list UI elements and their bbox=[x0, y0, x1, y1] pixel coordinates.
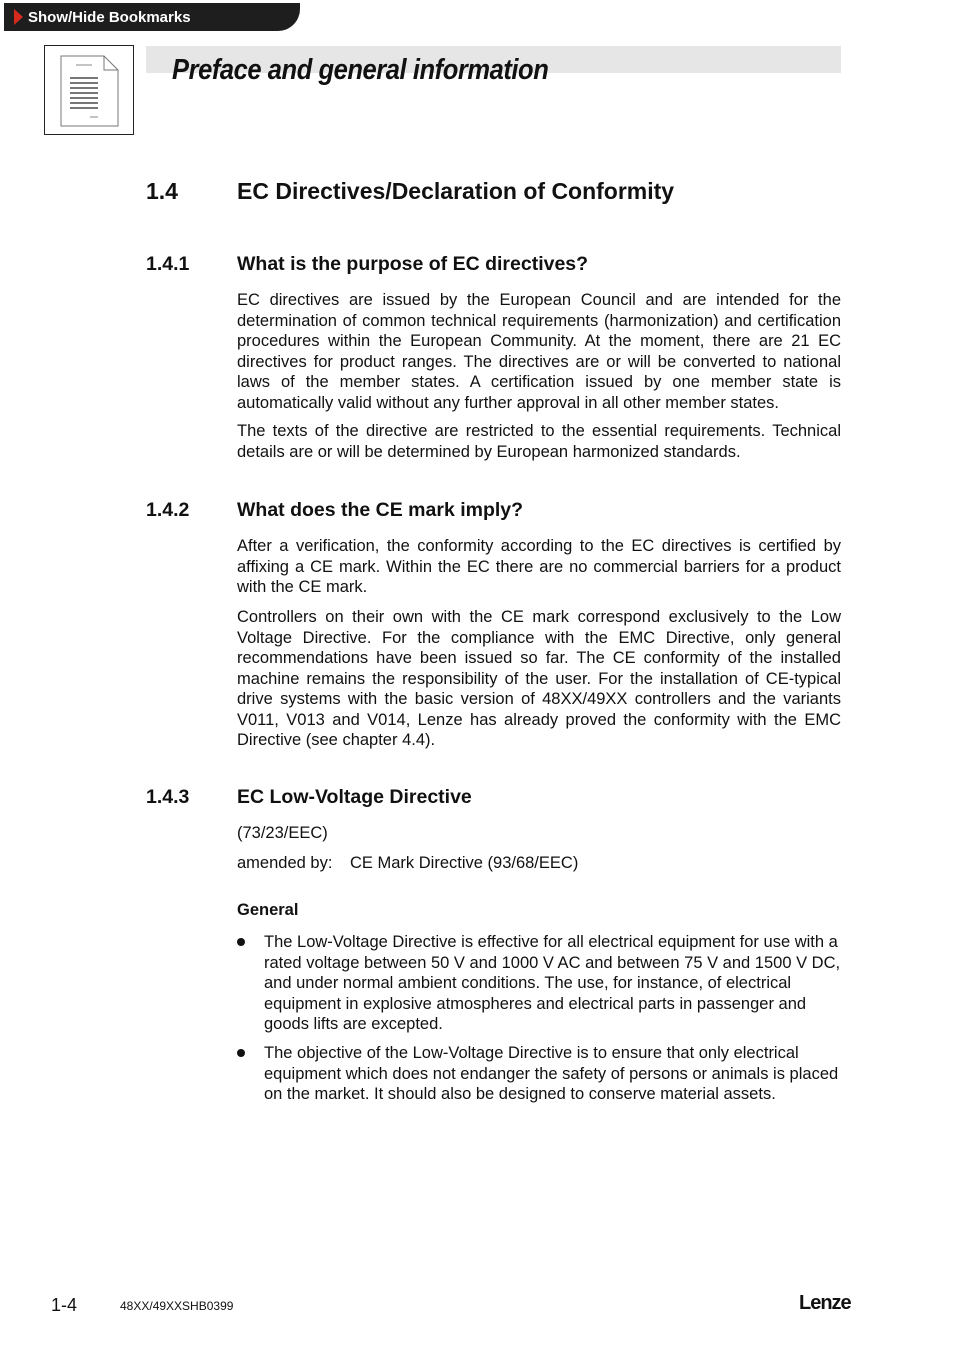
subsection-number: 1.4.2 bbox=[146, 499, 190, 521]
bookmark-toggle-label: Show/Hide Bookmarks bbox=[28, 8, 191, 26]
show-hide-bookmarks-button[interactable] bbox=[4, 3, 300, 31]
body-paragraph: After a verification, the conformity according to the EC directives is certified by affixing a CE mark. Within the EC there are no commercial barriers for a product with the CE mark. bbox=[237, 537, 841, 596]
body-paragraph: EC directives are issued by the European Council and are intended for the determination of common technical requirements (harmonization) and certification procedures within the European Community. At the moment, there are 21 EC directives for product ranges. The directives are or will be converted to national laws of the member states. A certification issued by one member state is automatically valid without any further approval in all other member states. bbox=[237, 291, 841, 412]
subsection-title: EC Low-Voltage Directive bbox=[237, 786, 472, 808]
directive-code: (73/23/EEC) bbox=[237, 824, 328, 842]
general-heading: General bbox=[237, 901, 299, 919]
bullet-icon bbox=[237, 938, 245, 946]
section-number: 1.4 bbox=[146, 178, 178, 204]
document-page-icon bbox=[44, 45, 134, 135]
list-item: The Low-Voltage Directive is effective for all electrical equipment for use with a rated voltage between 50 V and 1000 V AC and between 75 V and 1500 V DC, and under normal ambient conditions. The use, for instance, of electrical equipment in explosive atmospheres and electrical parts in passenger and goods lifts are excepted. bbox=[264, 933, 841, 1033]
subsection-title: What does the CE mark imply? bbox=[237, 499, 524, 521]
amended-value: CE Mark Directive (93/68/EEC) bbox=[350, 854, 579, 872]
amended-label: amended by: bbox=[237, 854, 333, 872]
lenze-logo: Lenze bbox=[799, 1292, 851, 1314]
page-number: 1-4 bbox=[51, 1295, 78, 1315]
subsection-number: 1.4.3 bbox=[146, 786, 190, 808]
subsection-title: What is the purpose of EC directives? bbox=[237, 253, 589, 275]
section-title: EC Directives/Declaration of Conformity bbox=[237, 178, 675, 204]
body-paragraph: The texts of the directive are restricted to the essential requirements. Technical details are or will be determined by European harmonized standards. bbox=[237, 422, 841, 461]
page-title: Preface and general information bbox=[172, 54, 549, 86]
body-paragraph: Controllers on their own with the CE mark correspond exclusively to the Low Voltage Directive. For the compliance with the EMC Directive, only general recommendations have been issued so far. The CE conformity of the installed machine remains the responsibility of the user. For the installation of CE-typical drive systems with the basic version of 48XX/49XX controllers and the variants V011, V013 and V014, Lenze has already proved the conformity with the EMC Directive (see chapter 4.4). bbox=[237, 608, 841, 749]
list-item: The objective of the Low-Voltage Directive is to ensure that only electrical equipment which does not endanger the safety of persons or animals is placed on the market. It should also be designed to conserve material assets. bbox=[264, 1044, 839, 1103]
document-code: 48XX/49XXSHB0399 bbox=[120, 1299, 234, 1313]
bullet-icon bbox=[237, 1049, 245, 1057]
subsection-number: 1.4.1 bbox=[146, 253, 190, 275]
triangle-right-icon bbox=[14, 9, 23, 25]
